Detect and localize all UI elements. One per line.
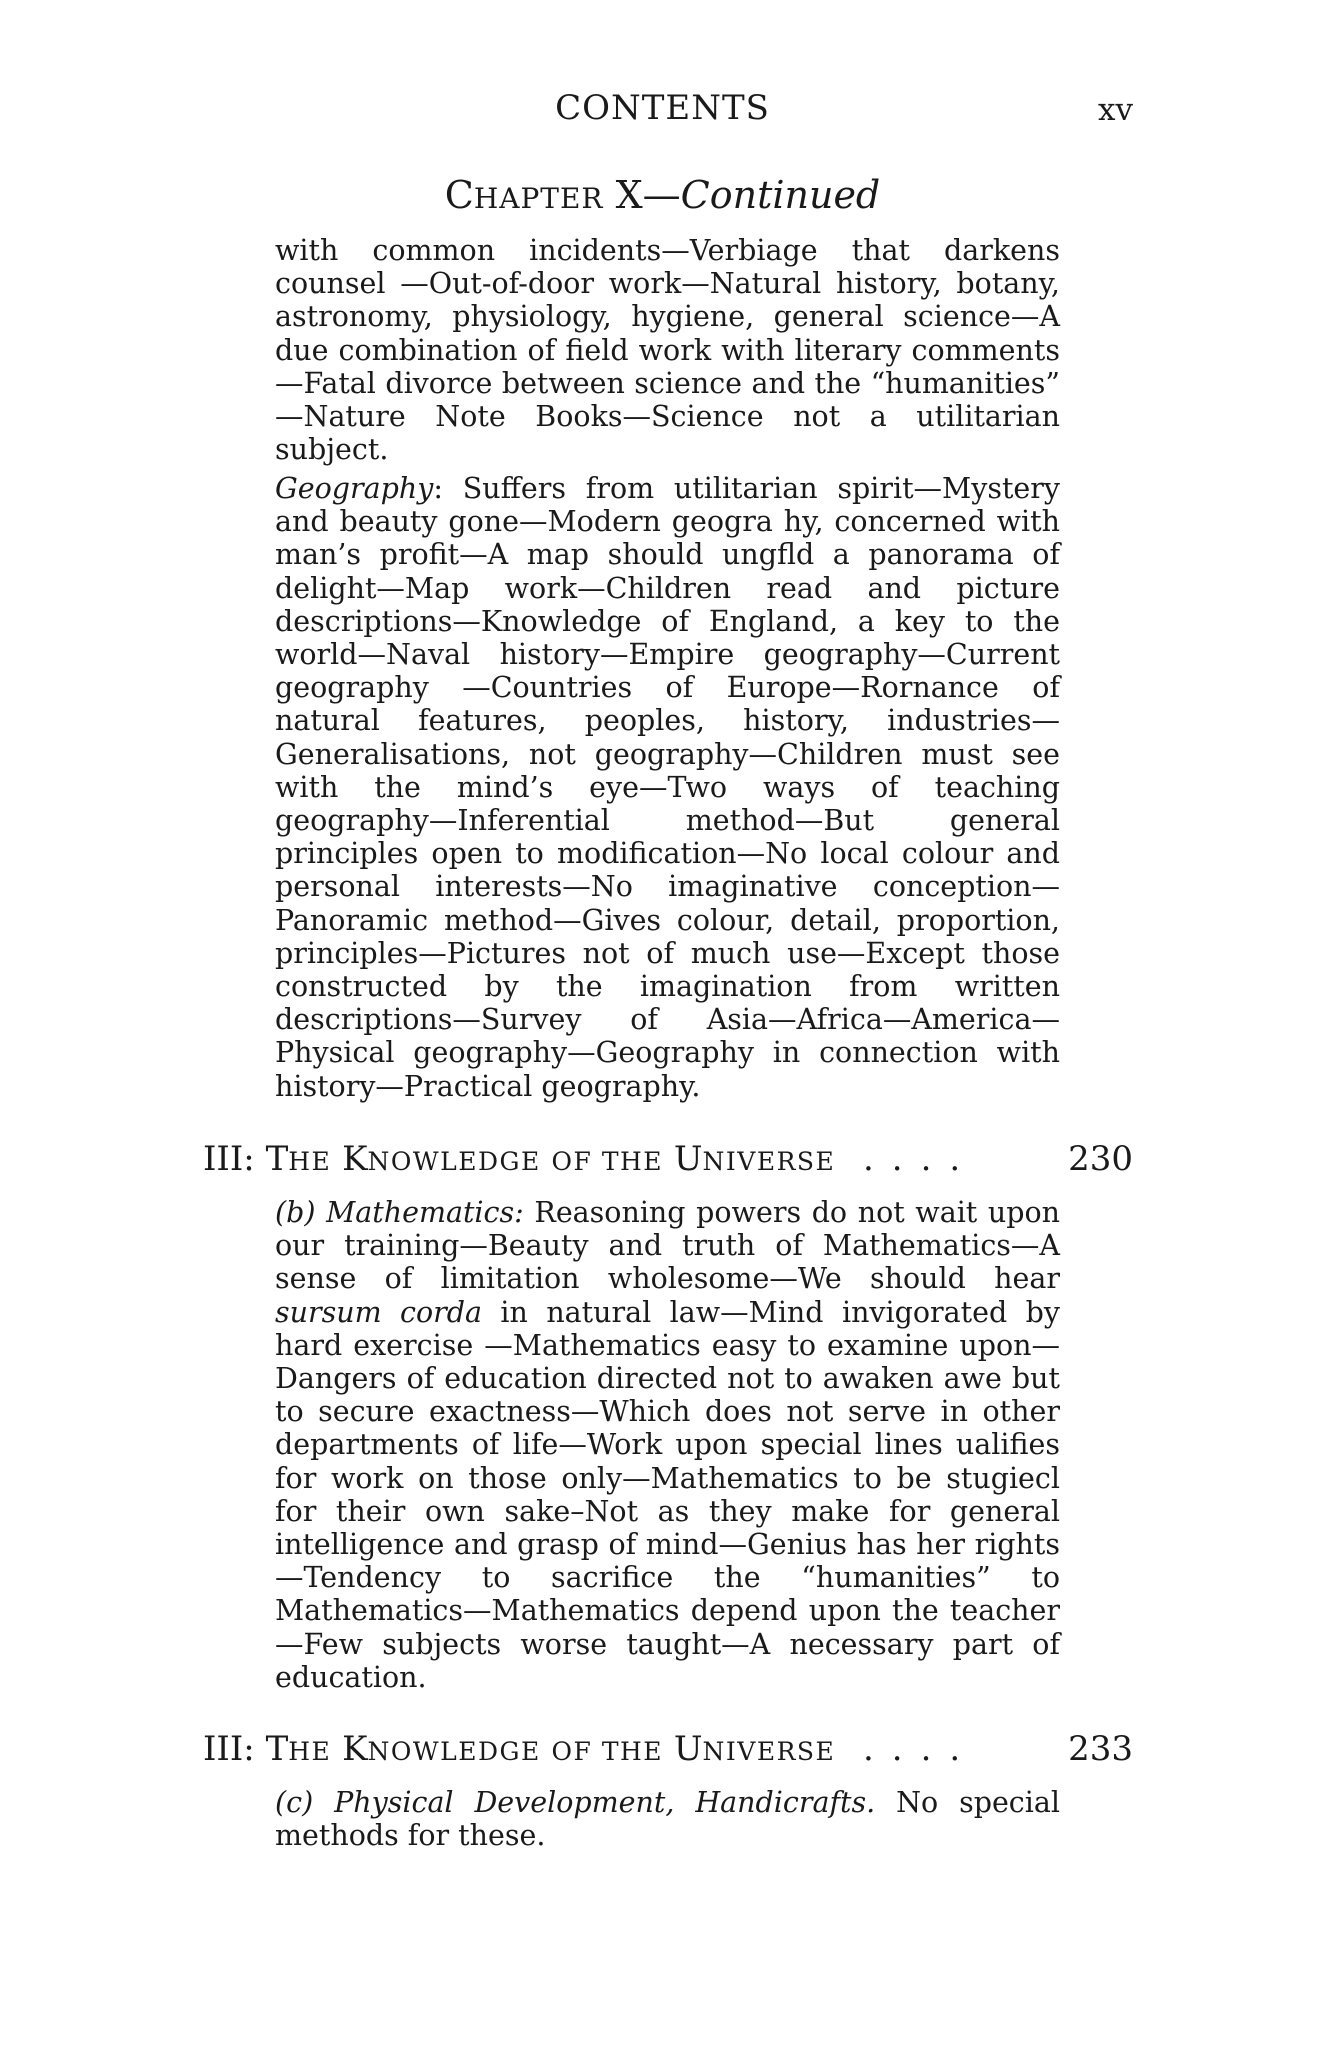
mathematics-label: (b) Mathematics:: [275, 1196, 524, 1229]
running-title: CONTENTS: [555, 88, 770, 128]
chapter-heading: [0, 172, 1325, 222]
section-heading-233[interactable]: [203, 1726, 1133, 1772]
running-head: [0, 88, 1325, 128]
contents-paragraph-geography: [275, 472, 1060, 1103]
contents-paragraph-science: with common incidents—Verbiage that darkens counsel —Out-of-door work—Natural history, botany, astronomy, physiology, hygiene, general science—A due combination of field work with literary comments—Fatal divorce between science and the “humanities” —Nature Note Books—Science not a utilitarian subject.: [275, 234, 1060, 467]
section-page-number: 233: [1068, 1729, 1133, 1769]
physical-label: (c) Physical Development, Handicrafts.: [275, 1786, 876, 1819]
section-heading-230[interactable]: [203, 1136, 1133, 1182]
mathematics-text-a: Reasoning powers do not wait upon our training—Beauty and truth of Mathematics—A sense of limitation wholesome—We should hear: [275, 1196, 1060, 1296]
dot-leader: ....: [863, 1139, 979, 1179]
chapter-word: HAPTER: [473, 182, 604, 215]
chapter-initial: C: [444, 173, 474, 217]
mathematics-italic-phrase: sursum corda: [275, 1295, 483, 1329]
contents-paragraph-physical: [275, 1786, 1060, 1852]
geography-text: : Suffers from utilitarian spirit—Mystery and beauty gone—Modern geogra hy, concerned with man’s profit—A map should ungfld a panorama of delight—Map work—Children read and picture descriptions—Knowledge of England, a key to the world—Naval history—Empire geography—Current geography —Countries of Europe—Rornance of natural features, peoples, history, industries—Generalisations, not geography—Children must see with the mind’s eye—Two ways of teaching geography—Inferential method—But general principles open to modification—No local colour and personal interests—No imaginative conception—Panoramic method—Gives colour, detail, proportion, principles—Pictures not of much use—Except those constructed by the imagination from written descriptions—Survey of Asia—Africa—America—Physical geography—Geography in connection with history—Practical geography.: [275, 472, 1060, 1103]
section-title: III: THE KNOWLEDGE OF THE UNIVERSE: [203, 1729, 836, 1769]
chapter-numeral: X—: [603, 173, 681, 217]
geography-label: Geography: [275, 472, 434, 505]
contents-paragraph-mathematics: [275, 1196, 1060, 1694]
mathematics-text-b: in natural law—Mind invigorated by hard exercise —Mathematics easy to examine upon—Dangers of education directed not to awaken awe but to secure exactness—Which does not serve in other departments of life—Work upon special lines ualifies for work on those only—Mathematics to be stugiecl for their own sake–Not as they make for general intelligence and grasp of mind—Genius has her rights—Tendency to sacrifice the “humanities” to Mathematics—Mathematics depend upon the teacher—Few subjects worse taught—A necessary part of education.: [275, 1295, 1060, 1694]
section-page-number: 230: [1068, 1139, 1133, 1179]
chapter-continued: Continued: [680, 173, 881, 217]
dot-leader: ....: [863, 1729, 979, 1769]
page-number: xv: [1098, 92, 1133, 128]
physical-text: No special methods for these.: [275, 1786, 1060, 1853]
section-title: III: THE KNOWLEDGE OF THE UNIVERSE: [203, 1139, 836, 1179]
